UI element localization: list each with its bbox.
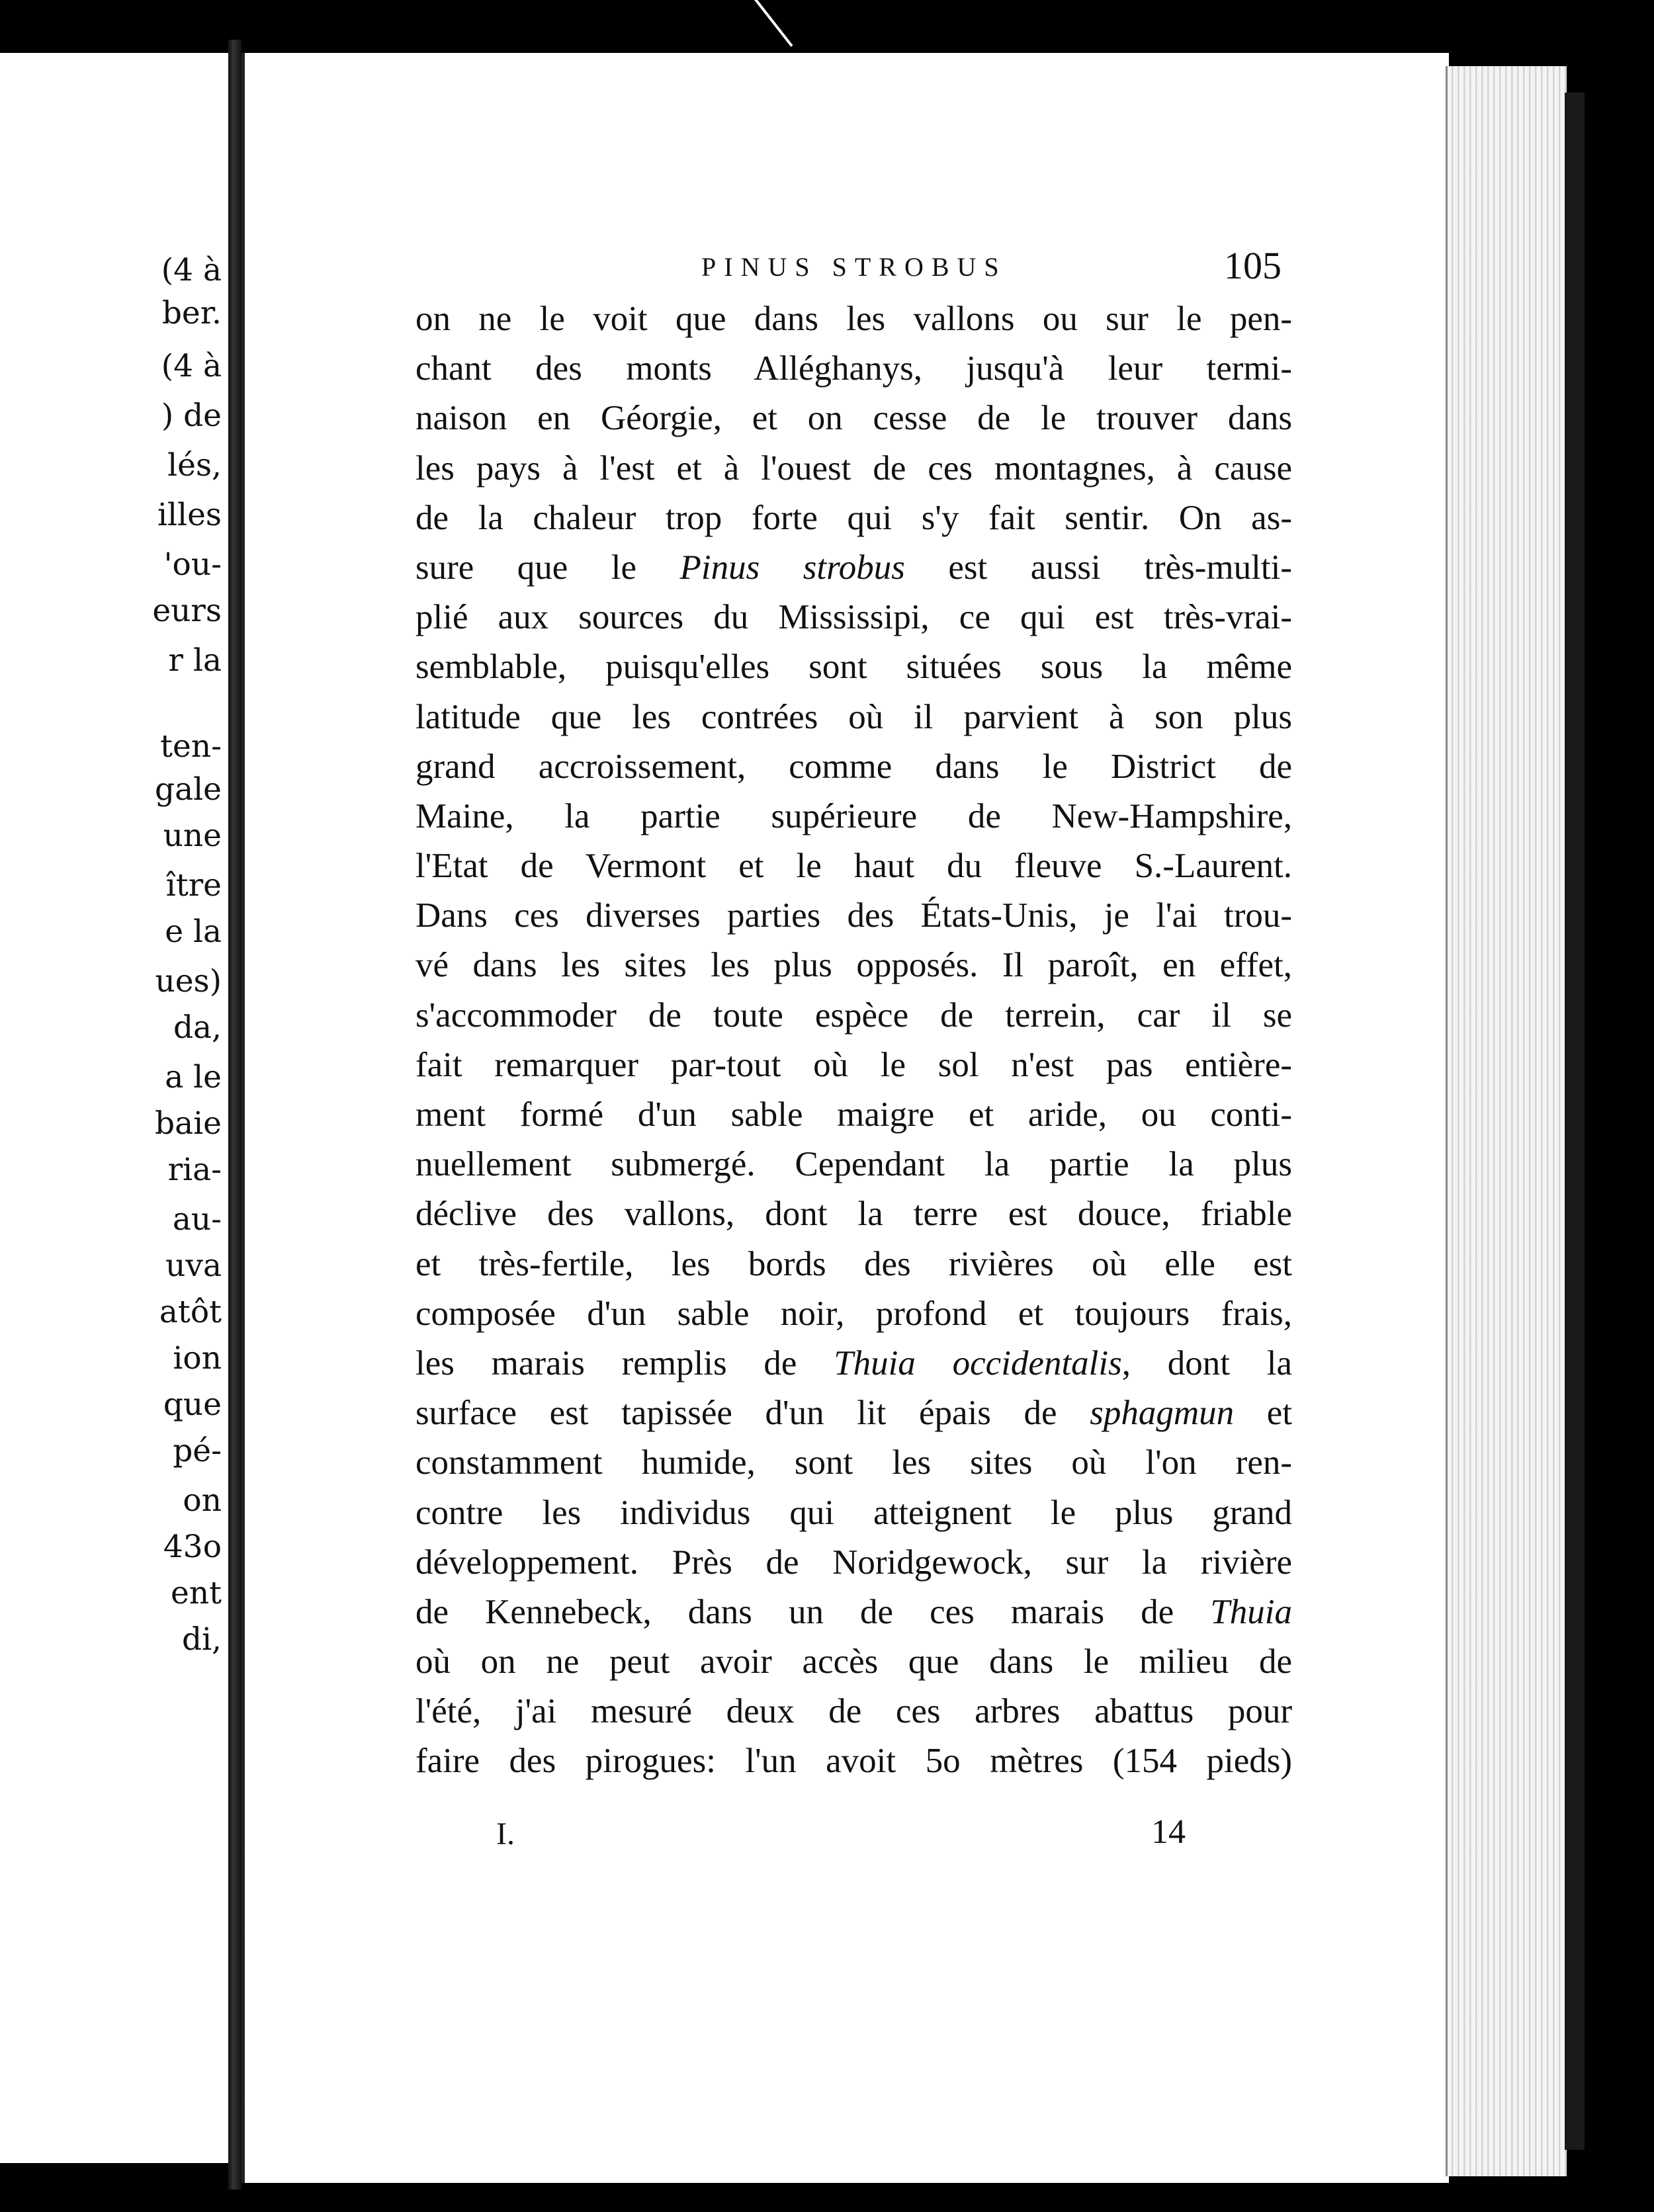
text-line: latitude que les contrées où il parvient à son plus: [415, 697, 1292, 736]
left-page-fragment: e la: [165, 914, 222, 950]
text-line: faire des pirogues: l'un avoit 5o mètres (154 pieds): [415, 1742, 1292, 1781]
text-line: on ne le voit que dans les vallons ou sur le pen-: [415, 300, 1292, 338]
text-line: vé dans les sites les plus opposés. Il paroît, en effet,: [415, 946, 1292, 985]
body-text: [415, 294, 1292, 1787]
left-page-fragment: 'ou-: [163, 546, 222, 583]
left-page-fragment: illes: [157, 497, 222, 533]
text-line: naison en Géorgie, et on cesse de le trouver dans: [415, 399, 1292, 438]
text-line: développement. Près de Noridgewock, sur la rivière: [415, 1543, 1292, 1582]
text-line: composée d'un sable noir, profond et toujours frais,: [415, 1294, 1292, 1333]
text-line: les marais remplis de Thuia occidentalis, dont la: [415, 1343, 1292, 1382]
book-gutter: [228, 40, 241, 2190]
left-page-fragment: au-: [172, 1201, 222, 1238]
text-line: surface est tapissée d'un lit épais de sphagmun et: [415, 1394, 1293, 1433]
text-line: semblable, puisqu'elles sont situées sous la même: [415, 648, 1292, 687]
text-line: Maine, la partie supérieure de New-Hampshire,: [415, 796, 1292, 835]
book-cover-edge: [1565, 93, 1585, 2150]
left-page-fragment: baie: [155, 1105, 222, 1142]
text-line: sure que le Pinus strobus est aussi très-multi-: [415, 548, 1292, 587]
left-page-fragment: uva: [165, 1248, 222, 1284]
left-page-fragment: ues): [155, 963, 222, 1000]
left-facing-page: [0, 53, 231, 2163]
left-page-fragment: ion: [173, 1340, 222, 1377]
left-page-fragment: a le: [165, 1059, 222, 1095]
text-line: nuellement submergé. Cependant la partie la plus: [415, 1145, 1292, 1184]
running-head: PINUS STROBUS: [701, 252, 1007, 282]
left-page-fragment: eurs: [152, 593, 222, 629]
text-line: où on ne peut avoir accès que dans le milieu de: [415, 1642, 1292, 1681]
text-line: et très-fertile, les bords des rivières où elle est: [415, 1244, 1292, 1283]
left-page-fragment: da,: [173, 1009, 222, 1046]
text-line: ment formé d'un sable maigre et aride, ou conti-: [415, 1095, 1292, 1134]
text-line: constamment humide, sont les sites où l'on ren-: [415, 1443, 1292, 1482]
left-page-fragment: ria-: [167, 1152, 222, 1188]
left-page-fragment: ître: [165, 867, 222, 904]
left-page-fragment: atôt: [159, 1294, 222, 1330]
text-line: les pays à l'est et à l'ouest de ces montagnes, à cause: [415, 448, 1292, 488]
left-page-fragment: di,: [181, 1621, 222, 1658]
left-page-fragment: ) de: [161, 398, 222, 434]
text-line: déclive des vallons, dont la terre est douce, friable: [415, 1195, 1292, 1234]
text-line: de Kennebeck, dans un de ces marais de Thuia: [415, 1592, 1292, 1631]
left-page-fragment: on: [183, 1482, 222, 1519]
text-line: plié aux sources du Mississipi, ce qui est très-vrai-: [415, 598, 1292, 637]
text-line: fait remarquer par-tout où le sol n'est pas entière-: [415, 1045, 1292, 1084]
left-page-fragment: (4 à: [161, 252, 222, 288]
left-page-fragment: (4 à: [161, 348, 222, 384]
signature-mark-left: I.: [496, 1816, 515, 1851]
text-line: de la chaleur trop forte qui s'y fait sentir. On as-: [415, 498, 1292, 537]
left-page-fragment: gale: [155, 771, 222, 808]
left-page-fragment: que: [163, 1386, 222, 1423]
left-page-fragment: 43o: [163, 1529, 222, 1565]
left-page-fragment: ent: [171, 1575, 222, 1611]
page-number: 105: [1224, 244, 1282, 287]
left-page-fragment: lés,: [167, 447, 222, 484]
text-line: grand accroissement, comme dans le District de: [415, 747, 1292, 786]
text-line: contre les individus qui atteignent le plus grand: [415, 1493, 1292, 1532]
left-page-text-fragments: [0, 53, 228, 2163]
left-page-fragment: pé-: [173, 1433, 222, 1469]
text-line: l'été, j'ai mesuré deux de ces arbres abattus pour: [415, 1692, 1292, 1731]
text-line: s'accommoder de toute espèce de terrein, car il se: [415, 996, 1292, 1035]
signature-mark-right: 14: [1151, 1813, 1186, 1851]
left-page-fragment: ten-: [160, 728, 222, 765]
text-line: chant des monts Alléghanys, jusqu'à leur termi-: [415, 349, 1292, 388]
page-edge-stack: [1446, 66, 1567, 2176]
text-line: Dans ces diverses parties des États-Unis, je l'ai trou-: [415, 896, 1292, 935]
text-line: l'Etat de Vermont et le haut du fleuve S.-Laurent.: [415, 847, 1292, 886]
left-page-fragment: r la: [168, 642, 222, 679]
left-page-fragment: une: [163, 818, 222, 854]
left-page-fragment: ber.: [161, 295, 222, 331]
